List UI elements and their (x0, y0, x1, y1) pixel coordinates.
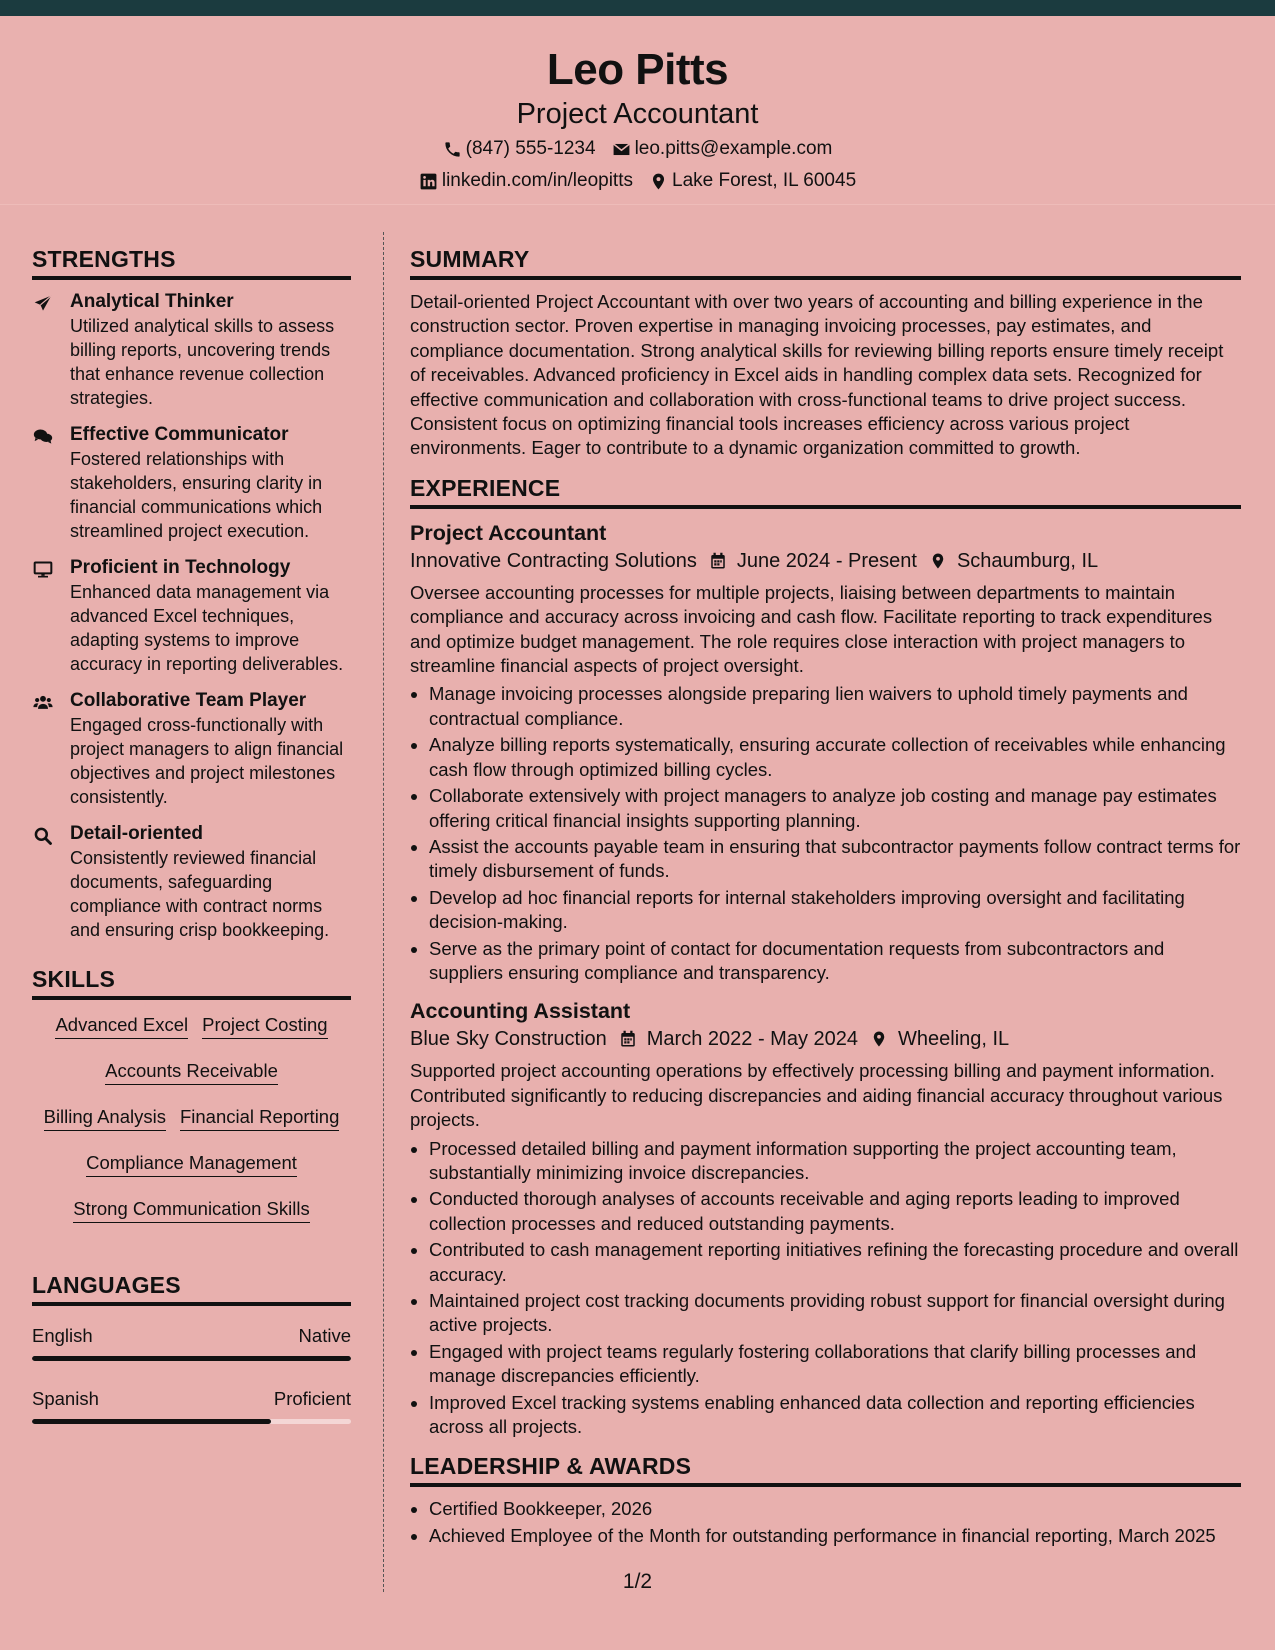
right-column (410, 244, 1241, 1556)
list-item: • Processed detailed billing and payment information supporting the project accounting team, substantially minimizing invoice discrepancies. (429, 1137, 1241, 1186)
list-item: • Analyze billing reports systematically, ensuring accurate collection of receivables while enhancing cash flow through optimized billing cycles. (429, 733, 1241, 782)
job-entry (410, 519, 1241, 986)
list-item: • Achieved Employee of the Month for outstanding performance in financial reporting, March 2025 (429, 1524, 1241, 1548)
skills-list (32, 1012, 351, 1224)
job-location: Wheeling, IL (898, 1028, 1010, 1051)
users-icon (32, 693, 54, 713)
job-dates: March 2022 - May 2024 (646, 1028, 858, 1051)
language-bar (32, 1356, 351, 1361)
language-bar (32, 1419, 351, 1424)
list-item: • Assist the accounts payable team in ensuring that subcontractor payments follow contract terms for timely disbursement of funds. (429, 835, 1241, 884)
skill-tag: Compliance Management (86, 1150, 297, 1177)
job-bullets (410, 682, 1241, 985)
skill-tag: Strong Communication Skills (73, 1196, 309, 1223)
strength-title: Analytical Thinker (70, 291, 234, 312)
strength-desc: Enhanced data management via advanced Excel techniques, adapting systems to improve accuracy in reporting deliverables. (70, 582, 344, 674)
location-contact (649, 168, 856, 194)
job-company: Blue Sky Construction (410, 1028, 607, 1051)
linkedin-contact[interactable] (419, 168, 633, 194)
language-bar-fill (32, 1419, 271, 1424)
strength-title: Proficient in Technology (70, 557, 291, 578)
paper-plane-icon (32, 294, 54, 314)
list-item: • Manage invoicing processes alongside preparing lien waivers to uphold timely payments and contractual compliance. (429, 682, 1241, 731)
job-entry (410, 997, 1241, 1439)
list-item: • Conducted thorough analyses of accounts receivable and aging reports leading to improved collection processes and reduced outstanding payments. (429, 1187, 1241, 1236)
strength-title: Effective Communicator (70, 424, 289, 445)
strength-item (32, 423, 351, 543)
job-description: Oversee accounting processes for multiple projects, liaising between departments to maintain compliance and accuracy across invoicing and cash flow. Facilitate reporting to track expenditures and optimize budget management. The role requires close interaction with project managers to streamline financial aspects of project oversight. (410, 581, 1213, 677)
list-item: • Collaborate extensively with project managers to analyze job costing and manage pay estimates offering critical financial insights supporting planning. (429, 784, 1241, 833)
language-item (32, 1324, 351, 1361)
calendar-icon (619, 1030, 637, 1048)
resume-header (0, 16, 1275, 205)
phone-icon (443, 140, 462, 159)
phone-text: (847) 555-1234 (465, 138, 596, 159)
skill-tag: Advanced Excel (55, 1012, 188, 1039)
phone-contact[interactable] (443, 136, 596, 162)
language-name: Spanish (32, 1388, 99, 1409)
experience-heading: EXPERIENCE (410, 473, 1241, 509)
comments-icon (32, 427, 54, 447)
envelope-icon (612, 140, 631, 159)
job-description: Supported project accounting operations by effectively processing billing and payment information. Contributed significantly to reducing discrepancies and aiding financial accuracy throughout various projects. (410, 1060, 1223, 1131)
job-title: Accounting Assistant (410, 999, 631, 1024)
strengths-heading: STRENGTHS (32, 244, 351, 280)
list-item: • Develop ad hoc financial reports for internal stakeholders improving oversight and facilitating decision-making. (429, 886, 1241, 935)
strength-desc: Engaged cross-functionally with project managers to align financial objectives and project milestones consistently. (70, 715, 344, 807)
job-meta (410, 547, 1241, 575)
email-contact[interactable] (612, 136, 833, 162)
map-marker-icon (649, 172, 668, 191)
location-text: Lake Forest, IL 60045 (672, 170, 857, 191)
language-item (32, 1387, 351, 1424)
search-icon (32, 826, 54, 846)
list-item: • Improved Excel tracking systems enabling enhanced data collection and reporting efficiencies across all projects. (429, 1391, 1241, 1440)
list-item: • Serve as the primary point of contact for documentation requests from subcontractors and suppliers ensuring compliance and transparency. (429, 937, 1241, 986)
top-bar (0, 0, 1275, 16)
strength-desc: Utilized analytical skills to assess billing reports, uncovering trends that enhance revenue collection strategies. (70, 316, 335, 408)
strength-item (32, 556, 351, 676)
job-location: Schaumburg, IL (956, 549, 1099, 572)
map-marker-icon (870, 1030, 888, 1048)
skill-tag: Billing Analysis (44, 1104, 166, 1131)
list-item: • Certified Bookkeeper, 2026 (429, 1497, 1241, 1521)
job-title: Project Accountant (410, 520, 607, 545)
page-number: 1/2 (622, 1570, 653, 1593)
skill-tag: Financial Reporting (180, 1104, 339, 1131)
skills-heading: SKILLS (32, 964, 351, 1000)
job-bullets (410, 1137, 1241, 1440)
job-company: Innovative Contracting Solutions (410, 549, 697, 572)
contact-row-1 (0, 136, 1275, 162)
job-dates: June 2024 - Present (736, 549, 917, 572)
linkedin-icon (419, 172, 438, 191)
email-text: leo.pitts@example.com (634, 138, 833, 159)
candidate-title: Project Accountant (516, 98, 759, 130)
contact-row-2 (0, 168, 1275, 194)
language-name: English (32, 1325, 93, 1346)
strength-title: Collaborative Team Player (70, 690, 307, 711)
strength-desc: Fostered relationships with stakeholders, ensuring clarity in financial communications which streamlined project execution. (70, 449, 323, 541)
summary-heading: SUMMARY (410, 244, 1241, 280)
summary-text: Detail-oriented Project Accountant with over two years of accounting and billing experience in the construction sector. Proven expertise in managing invoicing processes, pay estimates, and compliance documentation. Strong analytical skills for reviewing billing reports ensure timely receipt of receivables. Advanced proficiency in Excel aids in handling complex data sets. Recognized for effective communication and collaboration with cross-functional teams to drive project success. Consistent focus on optimizing financial tools increases efficiency across various project environments. Eager to contribute to a dynamic organization committed to growth. (410, 291, 1224, 459)
calendar-icon (709, 552, 727, 570)
strength-title: Detail-oriented (70, 823, 204, 844)
list-item: • Engaged with project teams regularly fostering collaborations that clarify billing processes and manage discrepancies efficiently. (429, 1340, 1241, 1389)
language-level: Native (298, 1325, 351, 1346)
strength-item (32, 290, 351, 410)
languages-heading: LANGUAGES (32, 1270, 351, 1306)
desktop-icon (32, 560, 54, 580)
list-item: • Maintained project cost tracking documents providing robust support for financial oversight during active projects. (429, 1289, 1241, 1338)
language-bar-fill (32, 1356, 351, 1361)
column-divider (383, 232, 384, 1592)
strength-item (32, 689, 351, 809)
awards-list (410, 1497, 1241, 1548)
skill-tag: Project Costing (202, 1012, 327, 1039)
linkedin-text: linkedin.com/in/leopitts (441, 170, 633, 191)
strength-desc: Consistently reviewed financial documents, safeguarding compliance with contract norms and ensuring crisp bookkeeping. (70, 848, 330, 940)
job-meta (410, 1025, 1241, 1053)
map-marker-icon (929, 552, 947, 570)
awards-heading: LEADERSHIP & AWARDS (410, 1451, 1241, 1487)
strength-item (32, 822, 351, 942)
language-level: Proficient (273, 1388, 351, 1409)
list-item: • Contributed to cash management reporting initiatives refining the forecasting procedure and overall accuracy. (429, 1238, 1241, 1287)
skill-tag: Accounts Receivable (105, 1058, 278, 1085)
candidate-name: Leo Pitts (546, 45, 729, 94)
left-column (32, 244, 351, 1450)
